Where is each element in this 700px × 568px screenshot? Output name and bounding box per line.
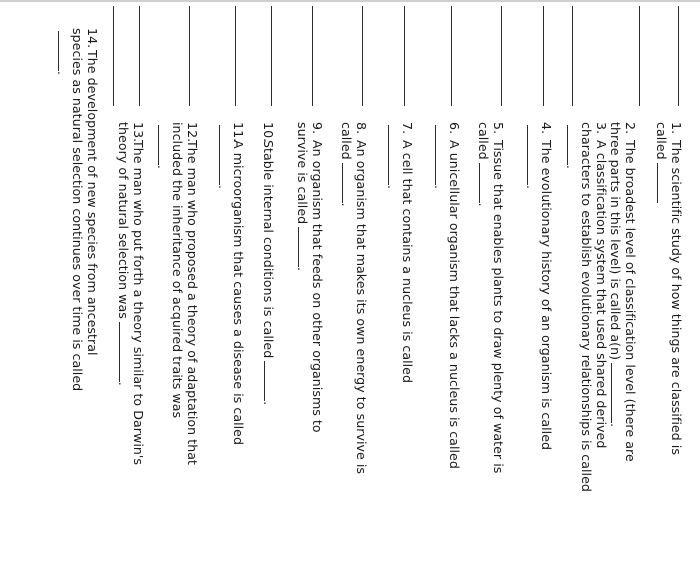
question-text: The development of new species from ancestral: [85, 50, 100, 356]
question-2: 2.The broadest level of classification level (there are three parts in this level) is called a(n).: [608, 122, 638, 462]
question-text-cont: included the inheritance of acquired traits was: [170, 122, 185, 419]
fill-blank-10[interactable]: [264, 361, 265, 401]
answer-line-14[interactable]: [113, 6, 114, 106]
question-number: 3.: [594, 122, 609, 135]
fill-blank-6[interactable]: [435, 125, 436, 185]
answer-line-11[interactable]: [235, 6, 236, 106]
question-number: 9.: [310, 122, 325, 135]
question-text-cont: called: [654, 122, 669, 160]
fill-blank-11[interactable]: [219, 125, 220, 185]
answer-line-4[interactable]: [543, 6, 544, 106]
question-text: The scientific study of how things are classified is: [669, 140, 684, 455]
question-6: 6.A unicellular organism that lacks a nucleus is called .: [432, 122, 462, 469]
fill-blank-14[interactable]: [58, 31, 59, 71]
question-number: 4.: [539, 122, 554, 135]
question-text: The man who proposed a theory of adaptation that: [185, 140, 200, 466]
question-12: 12.The man who proposed a theory of adaptation that included the inheritance of acquired traits was .: [155, 122, 200, 466]
question-7: 7.A cell that contains a nucleus is called .: [385, 122, 415, 384]
question-text: A unicellular organism that lacks a nucleus is called: [447, 140, 462, 469]
question-number: 12.: [185, 122, 200, 143]
question-1: [654, 122, 684, 562]
question-text: The man who put forth a theory similar to Darwin's: [131, 140, 146, 466]
question-number: 10.: [261, 122, 276, 143]
question-text: The evolutionary history of an organism is called: [539, 140, 554, 451]
question-9: 9.An organism that feeds on other organisms to survive is called.: [295, 122, 325, 433]
fill-blank-7[interactable]: [388, 125, 389, 185]
question-text: An organism that feeds on other organisms to: [310, 140, 325, 433]
fill-blank-2[interactable]: [611, 363, 612, 423]
question-5: 5.Tissue that enables plants to draw plenty of water is called.: [476, 122, 506, 474]
page-edge: [0, 0, 700, 2]
question-number: 6.: [447, 122, 462, 135]
answer-line-5[interactable]: [501, 6, 502, 106]
question-text: A microorganism that causes a disease is called: [231, 140, 246, 446]
question-number: 11.: [231, 122, 246, 143]
question-number: 1.: [669, 122, 684, 135]
question-text: Stable internal conditions is called: [261, 140, 276, 359]
fill-blank-8[interactable]: [342, 163, 343, 203]
answer-line-6[interactable]: [451, 6, 452, 106]
answer-line-10[interactable]: [271, 6, 272, 106]
question-text: A cell that contains a nucleus is called: [400, 140, 415, 384]
question-11: 11.A microorganism that causes a disease is called .: [216, 122, 246, 446]
question-3: 3.A classification system that used shared derived characters to establish evolutionary relationships is called .: [564, 122, 609, 492]
fill-blank-3[interactable]: [567, 125, 568, 165]
question-10: 10.Stable internal conditions is called.: [261, 122, 276, 406]
answer-line-3[interactable]: [572, 6, 573, 106]
question-text-cont: survive is called: [295, 122, 310, 225]
question-text-cont: characters to establish evolutionary relationships is called: [579, 122, 594, 492]
question-text: Tissue that enables plants to draw plenty of water is: [491, 140, 506, 474]
question-4: 4.The evolutionary history of an organism is called .: [524, 122, 554, 451]
question-text: A classification system that used shared derived: [594, 140, 609, 449]
question-number: 5.: [491, 122, 506, 135]
answer-line-2[interactable]: [639, 6, 640, 106]
question-number: 13.: [131, 122, 146, 143]
question-text-cont: species as natural selection continues over time is called: [70, 28, 85, 392]
question-text: An organism that makes its own energy to survive is: [354, 140, 369, 475]
answer-line-8[interactable]: [362, 6, 363, 106]
fill-blank-5[interactable]: [479, 163, 480, 203]
question-14: 14.The development of new species from ancestral species as natural selection continues over time is called .: [55, 28, 100, 392]
question-number: 7.: [400, 122, 415, 135]
question-number: 8.: [354, 122, 369, 135]
fill-blank-13[interactable]: [119, 322, 120, 382]
fill-blank-9[interactable]: [298, 227, 299, 267]
question-text-cont: called: [339, 122, 354, 160]
question-number: 14.: [85, 28, 100, 49]
fill-blank-4[interactable]: [527, 125, 528, 185]
question-13: 13.The man who put forth a theory similar to Darwin's theory of natural selection was.: [116, 122, 146, 466]
question-text: The broadest level of classification level (there are: [623, 140, 638, 462]
fill-blank-12[interactable]: [158, 125, 159, 165]
answer-line-9[interactable]: [312, 6, 313, 106]
question-number: 2.: [623, 122, 638, 135]
fill-blank-1[interactable]: [657, 163, 658, 203]
question-8: 8.An organism that makes its own energy to survive is called.: [339, 122, 369, 475]
answer-line-7[interactable]: [404, 6, 405, 106]
answer-line-13[interactable]: [139, 6, 140, 106]
question-text-cont: three parts in this level) is called a(n): [608, 122, 623, 361]
question-text-cont: theory of natural selection was: [116, 122, 131, 319]
answer-line-1[interactable]: [678, 6, 679, 106]
answer-line-12[interactable]: [189, 6, 190, 106]
question-text-cont: called: [476, 122, 491, 160]
